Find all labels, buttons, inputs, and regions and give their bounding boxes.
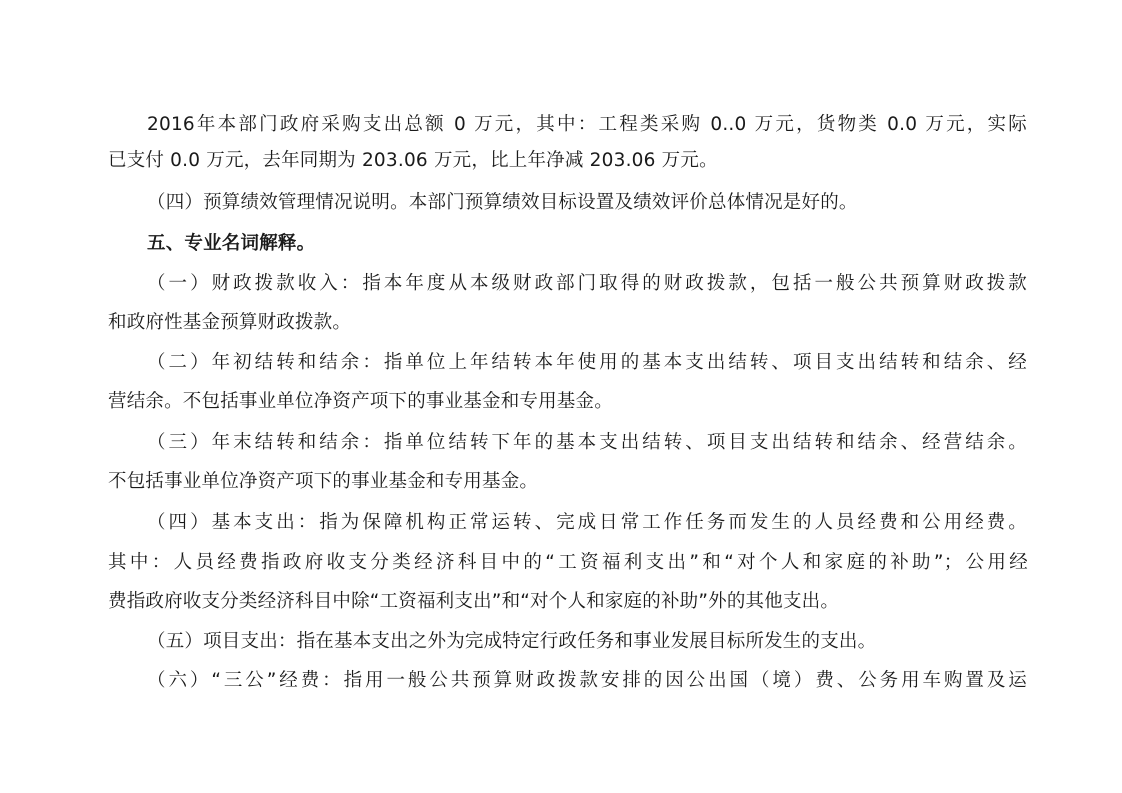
term-2-line-2: 营结余。不包括事业单位净资产项下的事业基金和专用基金。 (108, 391, 613, 412)
term-4-line-3: 费指政府收支分类经济科目中除“工资福利支出”和“对个人和家庭的补助”外的其他支出。 (108, 591, 840, 612)
term-4-line-2: 其中：人员经费指政府收支分类经济科目中的“工资福利支出”和“对个人和家庭的补助”；公用经 (108, 552, 1028, 573)
paragraph-procurement-line-2: 已支付 0.0 万元，去年同期为 203.06 万元，比上年净减 203.06 万元。 (108, 150, 718, 171)
term-5-line-1: （五）项目支出：指在基本支出之外为完成特定行政任务和事业发展目标所发生的支出。 (147, 631, 877, 652)
term-1-line-1: （一）财政拨款收入：指本年度从本级财政部门取得的财政拨款，包括一般公共预算财政拨款 (147, 273, 1027, 294)
term-6-line-1: （六）“三公”经费：指用一般公共预算财政拨款安排的因公出国（境）费、公务用车购置及运 (147, 670, 1027, 691)
section-heading-terms: 五、专业名词解释。 (147, 233, 316, 254)
paragraph-performance: （四）预算绩效管理情况说明。本部门预算绩效目标设置及绩效评价总体情况是好的。 (147, 192, 858, 213)
paragraph-procurement-line-1: 2016年本部门政府采购支出总额 0 万元，其中：工程类采购 0..0 万元，货物类 0.0 万元，实际 (147, 114, 1027, 135)
term-4-line-1: （四）基本支出：指为保障机构正常运转、完成日常工作任务而发生的人员经费和公用经费。 (147, 512, 1027, 533)
term-3-line-1: （三）年末结转和结余：指单位结转下年的基本支出结转、项目支出结转和结余、经营结余。 (147, 432, 1027, 453)
term-1-line-2: 和政府性基金预算财政拨款。 (108, 312, 352, 333)
term-2-line-1: （二）年初结转和结余：指单位上年结转本年使用的基本支出结转、项目支出结转和结余、经 (147, 352, 1027, 373)
term-3-line-2: 不包括事业单位净资产项下的事业基金和专用基金。 (108, 471, 539, 492)
